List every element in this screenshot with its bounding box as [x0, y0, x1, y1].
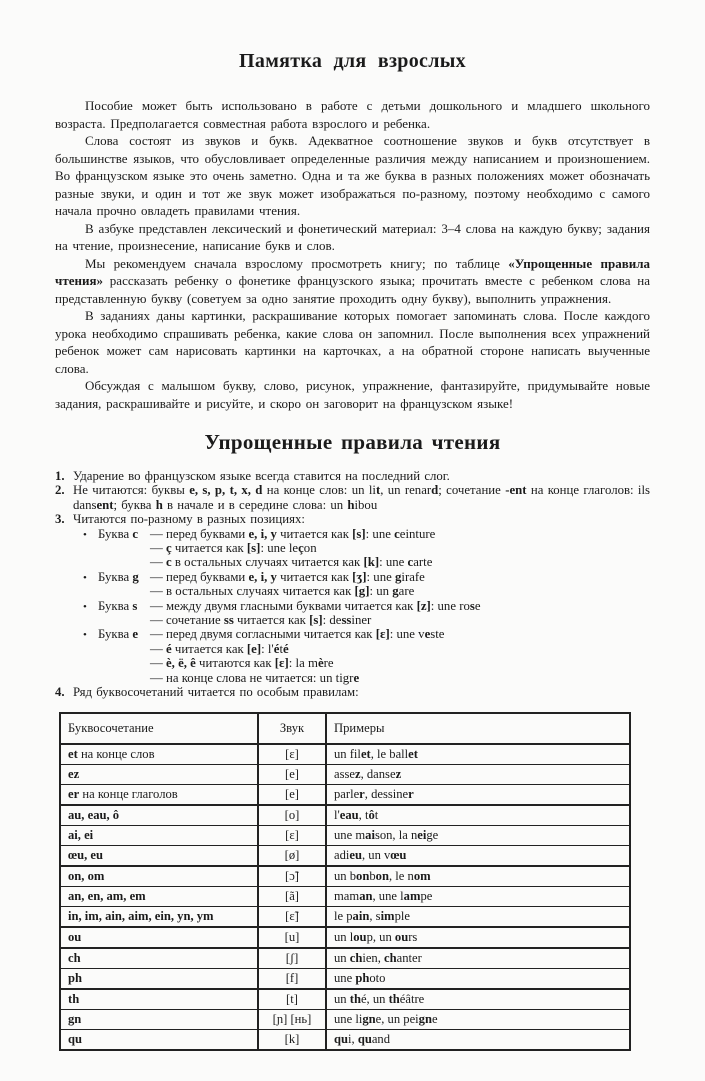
paragraph: Слова состоят из звуков и букв. Адекватное соотношение звуков и букв отсутствует в большинстве языков, что обусловливает определенные различия между написанием и произношением. Во французском языке это очень заметно. Одна и та же буква в разных положениях может обозначать разные звуки, и один и тот же звук может изображаться по-разному, поэтому необходимо с самого начала прочно овладеть правилами чтения. [55, 133, 650, 218]
letter-bullet [83, 599, 650, 628]
rule-text: Не читаются: буквы e, s, p, t, x, d на конце слов: un lit, un renard; сочетание -ent на конце глаголов: ils dansent; буква h в начале и в середине слова: un hibou [73, 483, 651, 512]
letter-label: Буква c [98, 526, 139, 541]
rule-line: — на конце слова не читается: un tigre [150, 670, 360, 685]
sound-cell: [ɛ̃] [258, 906, 326, 927]
sound-cell: [k] [258, 1029, 326, 1050]
table-row [60, 1009, 630, 1029]
table-row [60, 845, 630, 866]
header-sound: Звук [258, 713, 326, 744]
examples-cell: qui, quand [326, 1029, 630, 1050]
examples-cell: une maison, la neige [326, 825, 630, 845]
sound-cell: [o] [258, 805, 326, 826]
combo-cell: in, im, ain, aim, ein, yn, ym [60, 906, 258, 927]
examples-cell: parler, dessiner [326, 784, 630, 805]
sound-cell: [f] [258, 968, 326, 989]
rule-line: — é читается как [e]: l'été [150, 641, 289, 656]
sound-cell: [ɔ̃] [258, 866, 326, 887]
combo-cell: au, eau, ô [60, 805, 258, 826]
sound-cell: [u] [258, 927, 326, 948]
combo-cell: et на конце слов [60, 744, 258, 765]
examples-cell: une photo [326, 968, 630, 989]
rule-lines [150, 627, 650, 685]
rule-item [55, 483, 650, 512]
combo-cell: œu, eu [60, 845, 258, 866]
rule-item [55, 685, 650, 699]
letter-label: Буква s [98, 598, 138, 613]
examples-cell: assez, dansez [326, 764, 630, 784]
examples-cell: un filet, le ballet [326, 744, 630, 765]
section-title: Упрощенные правила чтения [204, 430, 501, 454]
combo-cell: on, om [60, 866, 258, 887]
table-header-row [60, 713, 630, 744]
rule-line: — сочетание ss читается как [s]: dessiner [150, 613, 372, 628]
combo-cell: er на конце глаголов [60, 784, 258, 805]
table-row [60, 906, 630, 927]
header-examples: Примеры [326, 713, 630, 744]
table-row [60, 744, 630, 765]
rule-item [55, 512, 650, 526]
rule-line: — c в остальных случаях читается как [k]: une carte [150, 555, 433, 570]
table-row [60, 968, 630, 989]
rule-line: — перед буквами e, i, y читается как [ʒ]: une girafe [150, 569, 425, 584]
examples-cell: l'eau, tôt [326, 805, 630, 826]
table-row [60, 825, 630, 845]
examples-cell: un chien, chanter [326, 948, 630, 969]
table-body [60, 744, 630, 1050]
table-header [60, 713, 630, 744]
table-row [60, 886, 630, 906]
examples-cell: une ligne, un peigne [326, 1009, 630, 1029]
examples-cell: maman, une lampe [326, 886, 630, 906]
sound-cell: [ʃ] [258, 948, 326, 969]
bullet-icon: • [83, 571, 87, 584]
combo-cell: ou [60, 927, 258, 948]
table-row [60, 927, 630, 948]
examples-cell: un loup, un ours [326, 927, 630, 948]
letter-bullet [83, 570, 650, 599]
sound-cell: [e] [258, 784, 326, 805]
combo-cell: gn [60, 1009, 258, 1029]
sound-cell: [t] [258, 989, 326, 1010]
table-row [60, 764, 630, 784]
table-row [60, 805, 630, 826]
sound-cell: [ã] [258, 886, 326, 906]
sound-cell: [e] [258, 764, 326, 784]
sound-cell: [ɲ] [нь] [258, 1009, 326, 1029]
table-row [60, 989, 630, 1010]
rule-line: — перед буквами e, i, y читается как [s]: une ceinture [150, 526, 436, 541]
table-row [60, 1029, 630, 1050]
rule-line: — между двумя гласными буквами читается как [z]: une rose [150, 598, 481, 613]
rule-number: 2. [55, 483, 65, 498]
bullet-icon: • [83, 600, 87, 613]
rule-text: Ударение во французском языке всегда ставится на последний слог. [73, 469, 450, 483]
combo-cell: ez [60, 764, 258, 784]
sound-cell: [ø] [258, 845, 326, 866]
rule-number: 1. [55, 469, 65, 483]
examples-cell: adieu, un vœu [326, 845, 630, 866]
paragraph: Обсуждая с малышом букву, слово, рисунок, упражнение, фантазируйте, придумывайте новые задания, раскрашивайте и рисуйте, и скоро он заговорит на французском языке! [55, 378, 650, 411]
table-row [60, 866, 630, 887]
rule-lines [150, 599, 650, 628]
combo-cell: qu [60, 1029, 258, 1050]
combo-cell: an, en, am, em [60, 886, 258, 906]
paragraph: Пособие может быть использовано в работе с детьми дошкольного и младшего школьного возраста. Предполагается совместная работа взрослого и ребенка. [55, 98, 650, 131]
rule-item [55, 469, 650, 483]
letter-label: Буква g [98, 569, 139, 584]
combo-cell: th [60, 989, 258, 1010]
table-row [60, 948, 630, 969]
paragraph: В заданиях даны картинки, раскрашивание которых помогает запоминать слова. После каждого урока необходимо спрашивать ребенка, какие слова он запомнил. После выполнения всех упражнений ребенок может сам нарисовать картинки на карточках, а на обратной стороне написать выученные слова. [55, 308, 650, 376]
sound-cell: [ɛ] [258, 825, 326, 845]
sound-cell: [ɛ] [258, 744, 326, 765]
rule-line: — перед двумя согласными читается как [ɛ]: une veste [150, 627, 445, 642]
combo-cell: ch [60, 948, 258, 969]
reading-rules-list [55, 469, 650, 700]
rule-number: 4. [55, 685, 65, 700]
intro-paragraphs [55, 97, 650, 412]
combo-cell: ph [60, 968, 258, 989]
examples-cell: le pain, simple [326, 906, 630, 927]
table-row [60, 784, 630, 805]
bullet-icon: • [83, 629, 87, 642]
rule-line: — в остальных случаях читается как [g]: un gare [150, 584, 415, 599]
bullet-icon: • [83, 528, 87, 541]
paragraph: Мы рекомендуем сначала взрослому просмотреть книгу; по таблице «Упрощенные правила чтения» рассказать ребенку о фонетике французского языка; прочитать вместе с ребенком слова на представленную букву (советуем за одно занятие проходить одну букву), выполнить упражнения. [55, 255, 650, 306]
rule-line: — ç читается как [s]: une leçon [150, 541, 317, 556]
rule-lines [150, 527, 650, 570]
examples-cell: un bonbon, le nom [326, 866, 630, 887]
letter-bullet [83, 627, 650, 685]
header-combo: Буквосочетание [60, 713, 258, 744]
rule-lines [150, 570, 650, 599]
examples-cell: un thé, un théâtre [326, 989, 630, 1010]
rule-text: Читаются по-разному в разных позициях: [73, 512, 305, 527]
combo-cell: ai, ei [60, 825, 258, 845]
page-title: Памятка для взрослых [239, 50, 466, 72]
letter-bullet [83, 527, 650, 570]
paragraph: В азбуке представлен лексический и фонетический материал: 3–4 слова на каждую букву; задания на чтение, произнесение, написание букв и слов. [55, 220, 650, 253]
rule-number: 3. [55, 512, 65, 527]
letter-label: Буква e [98, 627, 139, 642]
rule-text: Ряд буквосочетаний читается по особым правилам: [73, 685, 359, 700]
rule-line: — è, ë, ê читаются как [ɛ]: la mère [150, 656, 334, 671]
